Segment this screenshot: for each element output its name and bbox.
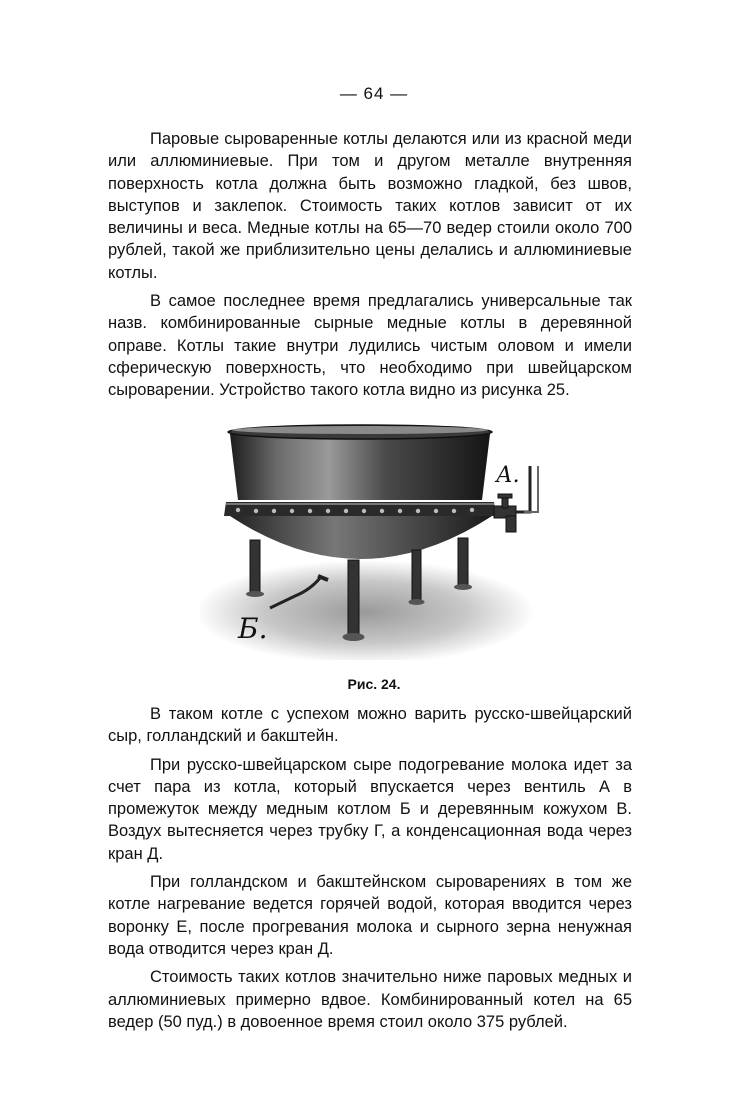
paragraph: В самое последнее время предлагались универсальные так назв. комбинированные сырные медные котлы в деревянной оправе. Котлы такие внутри лудились чистым оловом и имели сферическую поверхность, что необходимо при швейцарском сыроварении. Устройство такого котла видно из рисунка 25.: [108, 292, 632, 400]
paragraph: В таком котле с успехом можно варить русско-швейцарский сыр, голландский и бакштейн.: [108, 705, 632, 746]
page-number: — 64 —: [339, 84, 409, 103]
paragraph: При русско-швейцарском сыре подогревание молока идет за счет пара из котла, который впускается через вентиль А в промежуток между медным котлом Б и деревянным кожухом В. Воздух вытесняется через трубку Г, а конденсационная вода через кран Д.: [108, 755, 632, 863]
kettle-illustration: [200, 412, 560, 660]
steam-valve: [494, 494, 516, 532]
paragraph: Паровые сыроваренные котлы делаются или из красной меди или аллюминиевые. При том и другом металле внутренняя поверхность котла должна быть возможно гладкой, без швов, выступов и заклепок. Стоимость таких котлов зависит от их величины и веса. Медные котлы на 65—70 ведер стоили около 700 рублей, такой же приблизительно цены делались и аллюминиевые котлы.: [108, 130, 632, 282]
paragraph: При голландском и бакштейнском сыроварениях в том же котле нагревание ведется горячей водой, которая вводится через воронку Е, после прогревания молока и сырного зерна ненужная вода отводится через кран Д.: [108, 873, 632, 958]
kettle-upper-body: [230, 434, 490, 500]
figure-caption: Рис. 24.: [347, 676, 401, 692]
kettle-bowl: [230, 516, 492, 559]
figure-label-b: Б.: [238, 612, 268, 645]
figure-label-a: А.: [496, 463, 520, 488]
kettle-rim-highlight: [232, 426, 488, 434]
text-block-bottom: [108, 703, 632, 1033]
paragraph: Стоимость таких котлов значительно ниже паровых медных и аллюминиевых примерно вдвое. Комбинированный котел на 65 ведер (50 пуд.) в довоенное время стоил около 375 рублей.: [108, 968, 632, 1031]
text-block-top: [108, 128, 632, 402]
figure-cheese-kettle: [200, 412, 560, 660]
